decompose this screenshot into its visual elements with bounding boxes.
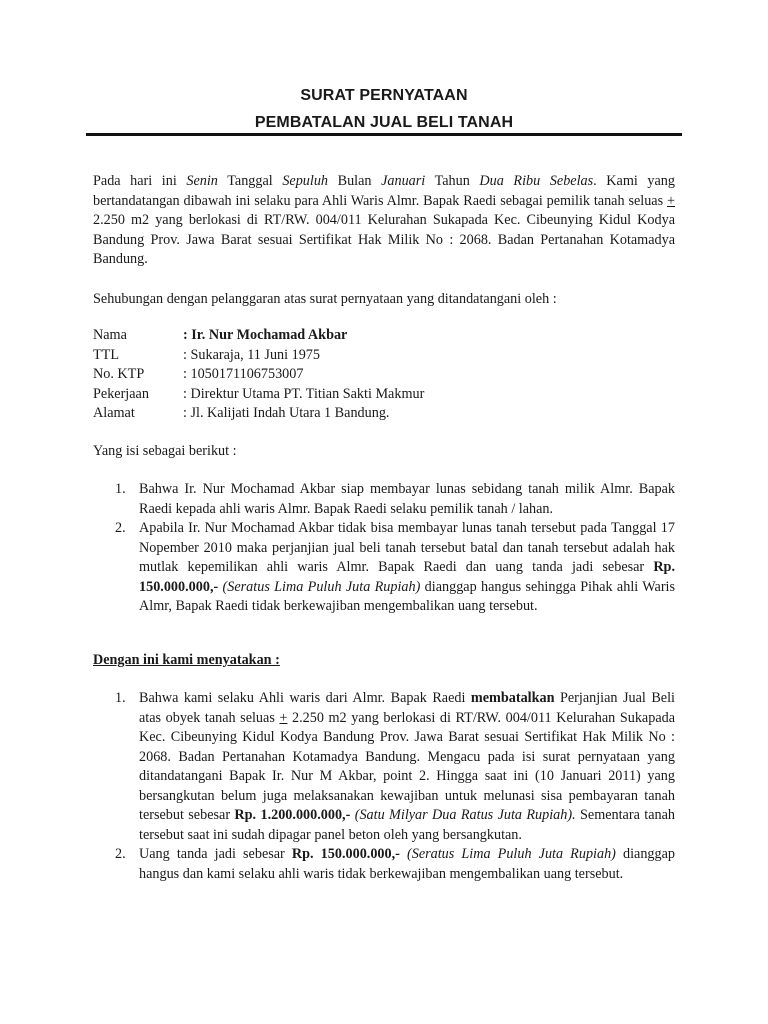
identity-value: : Sukaraja, 11 Juni 1975	[183, 346, 320, 363]
identity-value: : 1050171106753007	[183, 366, 304, 382]
list-item	[93, 519, 675, 617]
identity-label: Nama	[93, 327, 127, 343]
list-number: 1.	[115, 481, 126, 497]
identity-value: : Jl. Kalijati Indah Utara 1 Bandung.	[183, 405, 390, 421]
identity-row-address	[93, 404, 424, 424]
list-item	[93, 480, 675, 519]
identity-table	[93, 326, 424, 424]
list-item-text: Uang tanda jadi sebesar Rp. 150.000.000,- (Seratus Lima Puluh Juta Rupiah) dianggap hangus dan kami selaku ahli waris tidak berkewajiban mengembalikan uang tersebut.	[139, 846, 675, 882]
identity-row-name	[93, 326, 424, 346]
identity-row-ttl	[93, 346, 424, 366]
identity-value: : Ir. Nur Mochamad Akbar	[183, 327, 348, 343]
list-item	[93, 689, 675, 845]
connection-paragraph: Sehubungan dengan pelanggaran atas surat pernyataan yang ditandatangani oleh :	[93, 291, 557, 307]
intro-paragraph: Pada hari ini Senin Tanggal Sepuluh Bulan Januari Tahun Dua Ribu Sebelas. Kami yang bertandatangan dibawah ini selaku para Ahli Waris Almr. Bapak Raedi sebagai pemilik tanah seluas + 2.250 m2 yang berlokasi di RT/RW. 004/011 Kelurahan Sukapada Kec. Cibeunying Kidul Kodya Bandung Prov. Jawa Barat sesuai Sertifikat Hak Milik No : 2068. Badan Pertanahan Kotamadya Bandung.	[93, 173, 675, 267]
identity-label: Alamat	[93, 405, 135, 421]
identity-label: No. KTP	[93, 366, 145, 382]
list-item-text: Apabila Ir. Nur Mochamad Akbar tidak bisa membayar lunas tanah tersebut pada Tanggal 17 Nopember 2010 maka perjanjian jual beli tanah tersebut batal dan tanah tersebut adalah hak mutlak kepemilikan ahli waris Almr. Bapak Raedi dan uang tanda jadi sebesar Rp. 150.000.000,- (Seratus Lima Puluh Juta Rupiah) dianggap hangus sehingga Pihak ahli Waris Almr, Bapak Raedi tidak berkewajiban mengembalikan uang tersebut.	[139, 520, 676, 614]
identity-label: TTL	[93, 346, 119, 363]
identity-label: Pekerjaan	[93, 385, 149, 402]
list-number: 2.	[115, 846, 126, 862]
list-number: 2.	[115, 520, 126, 536]
terms-list	[93, 480, 675, 617]
list-item-text: Bahwa kami selaku Ahli waris dari Almr. Bapak Raedi membatalkan Perjanjian Jual Beli atas obyek tanah seluas + 2.250 m2 yang berlokasi di RT/RW. 004/011 Kelurahan Sukapada Kec. Cibeunying Kidul Kodya Bandung Prov. Jawa Barat sesuai Sertifikat Hak Milik No : 2068. Badan Pertanahan Kotamadya Bandung. Mengacu pada isi surat pernyataan yang ditandatangani Bapak Ir. Nur M Akbar, point 2. Hingga saat ini (10 Januari 2011) yang bersangkutan belum juga melaksanakan kewajiban untuk melunasi sisa pembayaran tanah tersebut sebesar Rp. 1.200.000.000,- (Satu Milyar Dua Ratus Juta Rupiah). Sementara tanah tersebut saat ini sudah dipagar panel beton oleh yang bersangkutan.	[139, 690, 676, 843]
list-item-text: Bahwa Ir. Nur Mochamad Akbar siap membayar lunas sebidang tanah milik Almr. Bapak Raedi kepada ahli waris Almr. Bapak Raedi selaku pemilik tanah / lahan.	[139, 481, 675, 517]
document-title: SURAT PERNYATAAN	[300, 87, 468, 104]
contents-intro: Yang isi sebagai berikut :	[93, 443, 237, 459]
title-divider	[86, 133, 682, 136]
declaration-list	[93, 689, 675, 884]
identity-row-ktp	[93, 365, 424, 385]
list-number: 1.	[115, 690, 126, 706]
document-subtitle: PEMBATALAN JUAL BELI TANAH	[254, 114, 514, 131]
list-item	[93, 845, 675, 884]
declaration-heading: Dengan ini kami menyatakan :	[93, 652, 280, 668]
identity-value: : Direktur Utama PT. Titian Sakti Makmur	[183, 385, 425, 402]
identity-row-job	[93, 385, 424, 405]
